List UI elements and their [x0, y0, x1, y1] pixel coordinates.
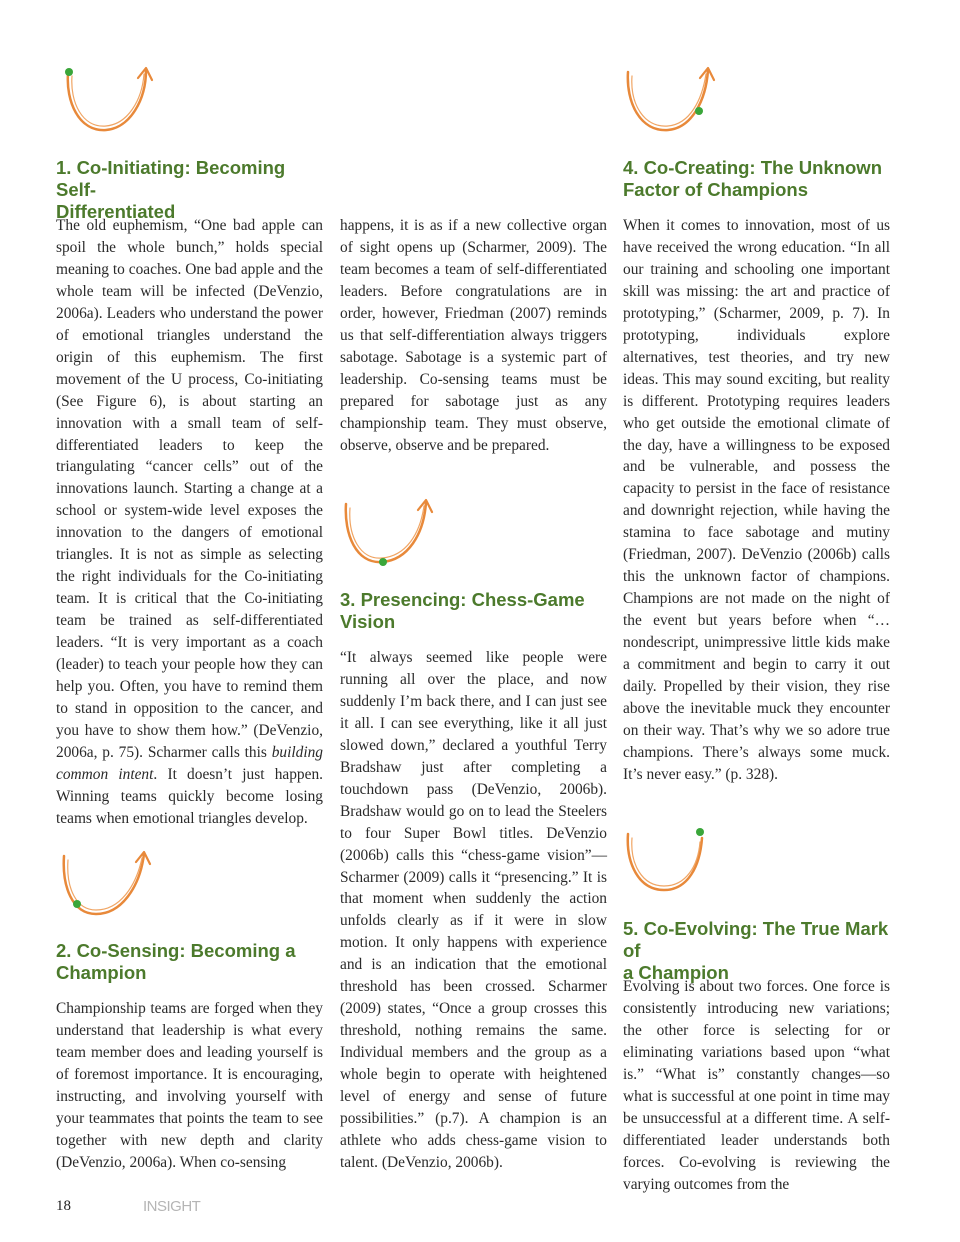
u-curve-icon-4 [620, 60, 720, 140]
u-curve-icon-5 [620, 822, 720, 902]
section-1-body [56, 215, 323, 830]
section-1-heading [56, 157, 324, 223]
publication-name: INSIGHT [143, 1198, 201, 1215]
progress-marker [696, 828, 704, 836]
heading-line: 5. Co-Evolving: The True Mark of [623, 918, 889, 961]
section-2-body: Championship teams are forged when they understand that leadership is what every team member does and leading yourself is of foremost importance. It is encouraging, instructing, and involving yourself with your teammates that points the team to see together with new depth and clarity (DeVenzio, 2006a). When co-sensing [56, 1000, 323, 1171]
section-2-body-continued: happens, it is as if a new collective organ of sight opens up (Scharmer, 2009). The team becomes a team of self-differentiated leaders. Before congratulations are in order, however, Friedman (2007) reminds us that self-differentiation always triggers sabotage. Sabotage is a systemic part of leadership. Co-sensing teams must be prepared for sabotage just as any championship team. They must observe, observe, observe and be prepared. [340, 217, 607, 454]
u-curve-icon-3 [338, 494, 438, 574]
heading-line: 3. Presencing: Chess-Game [340, 589, 585, 610]
heading-line: 2. Co-Sensing: Becoming a [56, 940, 296, 961]
heading-line: Differentiated [56, 201, 176, 222]
u-curve-icon-1 [58, 60, 158, 140]
heading-line: 1. Co-Initiating: Becoming Self- [56, 157, 286, 200]
heading-line: Vision [340, 611, 396, 632]
heading-line: Factor of Champions [623, 179, 809, 200]
heading-line: Champion [56, 962, 147, 983]
u-curve-icon-2 [56, 846, 156, 926]
section-4-body: When it comes to innovation, most of us have received the wrong education. “In all our training and schooling one important skill was missing: the art and practice of prototyping,” (Scharmer, 2009, p. 7). In prototyping, individuals explore alternatives, test theories, and try new ideas. This may sound exciting, but reality is different. Prototyping requires leaders who get outside the emotional climate of the day, have a willingness to be exposed and be vulnerable, and possess the capacity to persist in the face of resistance and downright rejection, while having the stamina to face sabotage and mutiny (Friedman, 2007). DeVenzio (2006b) calls this the unknown factor of champions. Champions are not made on the night of the event but years before when “… nondescript, unimpressive little kids make a commitment and begin to carry it out daily. Propelled by their vision, they rise above the inevitable muck they encounter on their way. That’s why we so adore true champions. There’s always some muck. It’s never easy.” (p. 328). [623, 217, 890, 783]
page-number: 18 [56, 1198, 71, 1214]
section-2-heading [56, 940, 324, 984]
progress-marker [65, 68, 73, 76]
section-5-body: Evolving is about two forces. One force is consistently introducing new variations; the other force is selecting for or eliminating variations based upon “what is.” “What is” constantly changes—so what is successful at one point in time may be unsuccessful at a different time. A self-differentiated leader understands both forces. Co-evolving is reviewing the varying outcomes from the [623, 978, 890, 1193]
heading-line: a Champion [623, 962, 729, 983]
body-text: . It doesn’t just happen. Winning teams quickly become losing teams when emotional triangles develop. [56, 765, 324, 827]
section-5-heading [623, 918, 891, 984]
italic-term: building common intent [56, 743, 323, 783]
section-4-heading [623, 157, 891, 201]
progress-marker [73, 900, 81, 908]
body-text: The old euphemism, “One bad apple can spoil the whole bunch,” holds special meaning to coaches. One bad apple and the whole team will be infected (DeVenzio, 2006a). Leaders who understand the power of emotional triangles understand the origin of this euphemism. The first movement of the U process, Co-initiating (See Figure 6), is about starting an innovation with a small team of self-differentiated leaders to keep the triangulating “cancer cells” out of the innovations launch. Starting a change at a school or system-wide level exposes the innovation to the dangers of emotional triangles. It is not as simple as selecting the right individuals for the Co-initiating team. It is critical that the Co-initiating team be trained as self-differentiated leaders. “It is very important as a coach (leader) to teach your people how they can help you. Often, you have to remind them to stand in opposition to the cancer, and you have to show them how.” (DeVenzio, 2006a, p. 75). Scharmer calls this [56, 217, 323, 761]
section-3-body: “It always seemed like people were running all over the place, and now suddenly I’m back there, and I can just see it all. I can see everything, like it all just slowed down,” declared a youthful Terry Bradshaw just after completing a touchdown pass (DeVenzio, 2006b). Bradshaw would go on to lead the Steelers to four Super Bowl titles. DeVenzio (2006b) calls this “chess-game vision”—Scharmer (2009) calls it “presencing.” It is that moment when suddenly the action unfolds clearly as if it were in slow motion. It only happens with experience and is an indication that the emotional threshold has been crossed. Scharmer (2009) states, “Once a group crosses this threshold, nothing remains the same. Individual members and the group as a whole begin to operate with heightened level of energy and sense of future possibilities.” (p.7). A champion is an athlete who adds chess-game vision to talent. (DeVenzio, 2006b). [340, 649, 607, 1171]
progress-marker [695, 107, 703, 115]
section-3-heading [340, 589, 608, 633]
heading-line: 4. Co-Creating: The Unknown [623, 157, 882, 178]
progress-marker [379, 558, 387, 566]
